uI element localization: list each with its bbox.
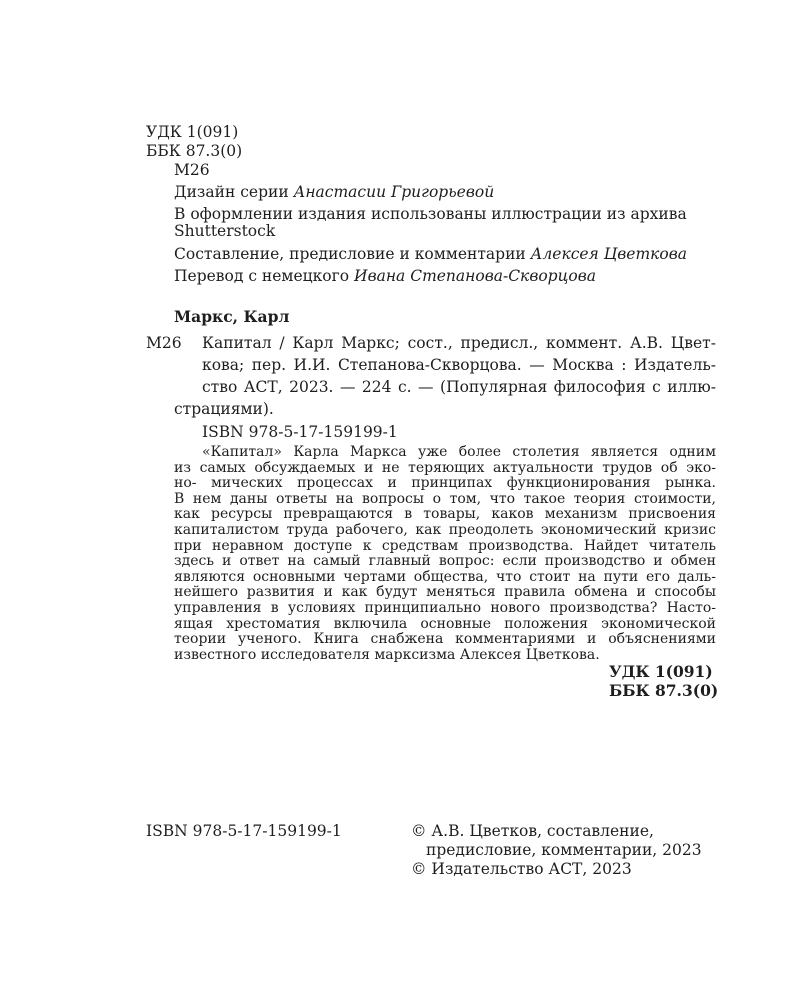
copyright-compiler-line2: предисловие, комментарии, 2023 (426, 841, 702, 859)
illustrations-credit-line1: В оформлении издания использованы иллюстрации из архива (174, 205, 687, 223)
annotation-line: «Капитал» Карла Маркса уже более столетия является одним (202, 444, 716, 460)
annotation-line: В нем даны ответы на вопросы о том, что такое теория стоимости, (174, 490, 716, 507)
translation-label: Перевод с немецкого (174, 267, 350, 285)
record-line: Капитал / Карл Маркс; сост., предисл., коммент. А.В. Цвет- (202, 334, 716, 352)
record-line: ство АСТ, 2023. — 224 с. — (Популярная философия с иллю- (202, 378, 716, 396)
annotation-line: из самых обсуждаемых и не теряющих актуальности трудов об эко- (174, 459, 716, 476)
record-line: страциями). (174, 400, 274, 418)
series-design-credit (174, 184, 494, 200)
annotation-line: являются основными чертами общества, что стоит на пути его даль- (174, 568, 716, 585)
design-label: Дизайн серии (174, 183, 289, 201)
annotation-line: теории ученого. Книга снабжена комментариями и объяснениями (174, 631, 716, 648)
design-name: Анастасии Григорьевой (293, 183, 495, 201)
bbk-code-bold: ББК 87.3(0) (609, 681, 719, 700)
translation-credit (174, 268, 596, 284)
compiled-credit (174, 246, 687, 262)
udk-code: УДК 1(091) (146, 123, 239, 141)
annotation-line: но- мических процессах и принципах функционирования рынка. (174, 475, 716, 492)
annotation-line: при неравном доступе к средствам производства. Найдет читатель (174, 537, 716, 554)
copyright-compiler-line1: © А.В. Цветков, составление, (411, 822, 654, 840)
record-isbn: ISBN 978-5-17-159199-1 (202, 423, 398, 441)
author-sign: М26 (174, 161, 210, 179)
udk-code-bold: УДК 1(091) (609, 662, 713, 681)
annotation-line: как ресурсы превращаются в товары, каков механизм присвоения (174, 506, 716, 523)
bbk-code: ББК 87.3(0) (146, 142, 243, 160)
compiled-name: Алексея Цветкова (530, 245, 688, 263)
record-description (174, 332, 716, 420)
annotation-line: капиталистом труда рабочего, как преодолеть экономический кризис (174, 521, 716, 538)
annotation-line: нейшего развития и как будут меняться правила обмена и способы (174, 584, 716, 601)
compiled-label: Составление, предисловие и комментарии (174, 245, 526, 263)
footer-isbn: ISBN 978-5-17-159199-1 (146, 822, 342, 840)
annotation (174, 445, 716, 663)
copyright-publisher: © Издательство АСТ, 2023 (411, 860, 632, 878)
record-line: кова; пер. И.И. Степанова-Скворцова. — Москва : Издатель- (202, 356, 716, 374)
annotation-line: управления в условиях принципиально нового производства? Насто- (174, 599, 716, 616)
illustrations-credit-line2: Shutterstock (174, 222, 276, 240)
annotation-line: ящая хрестоматия включила основные положения экономической (174, 615, 716, 632)
record-sign: М26 (146, 334, 182, 352)
annotation-line: известного исследователя марксизма Алексея Цветкова. (174, 646, 600, 663)
translation-name: Ивана Степанова-Скворцова (354, 267, 596, 285)
author-heading: Маркс, Карл (174, 307, 290, 326)
annotation-line: здесь и ответ на самый главный вопрос: если производство и обмен (174, 553, 716, 570)
